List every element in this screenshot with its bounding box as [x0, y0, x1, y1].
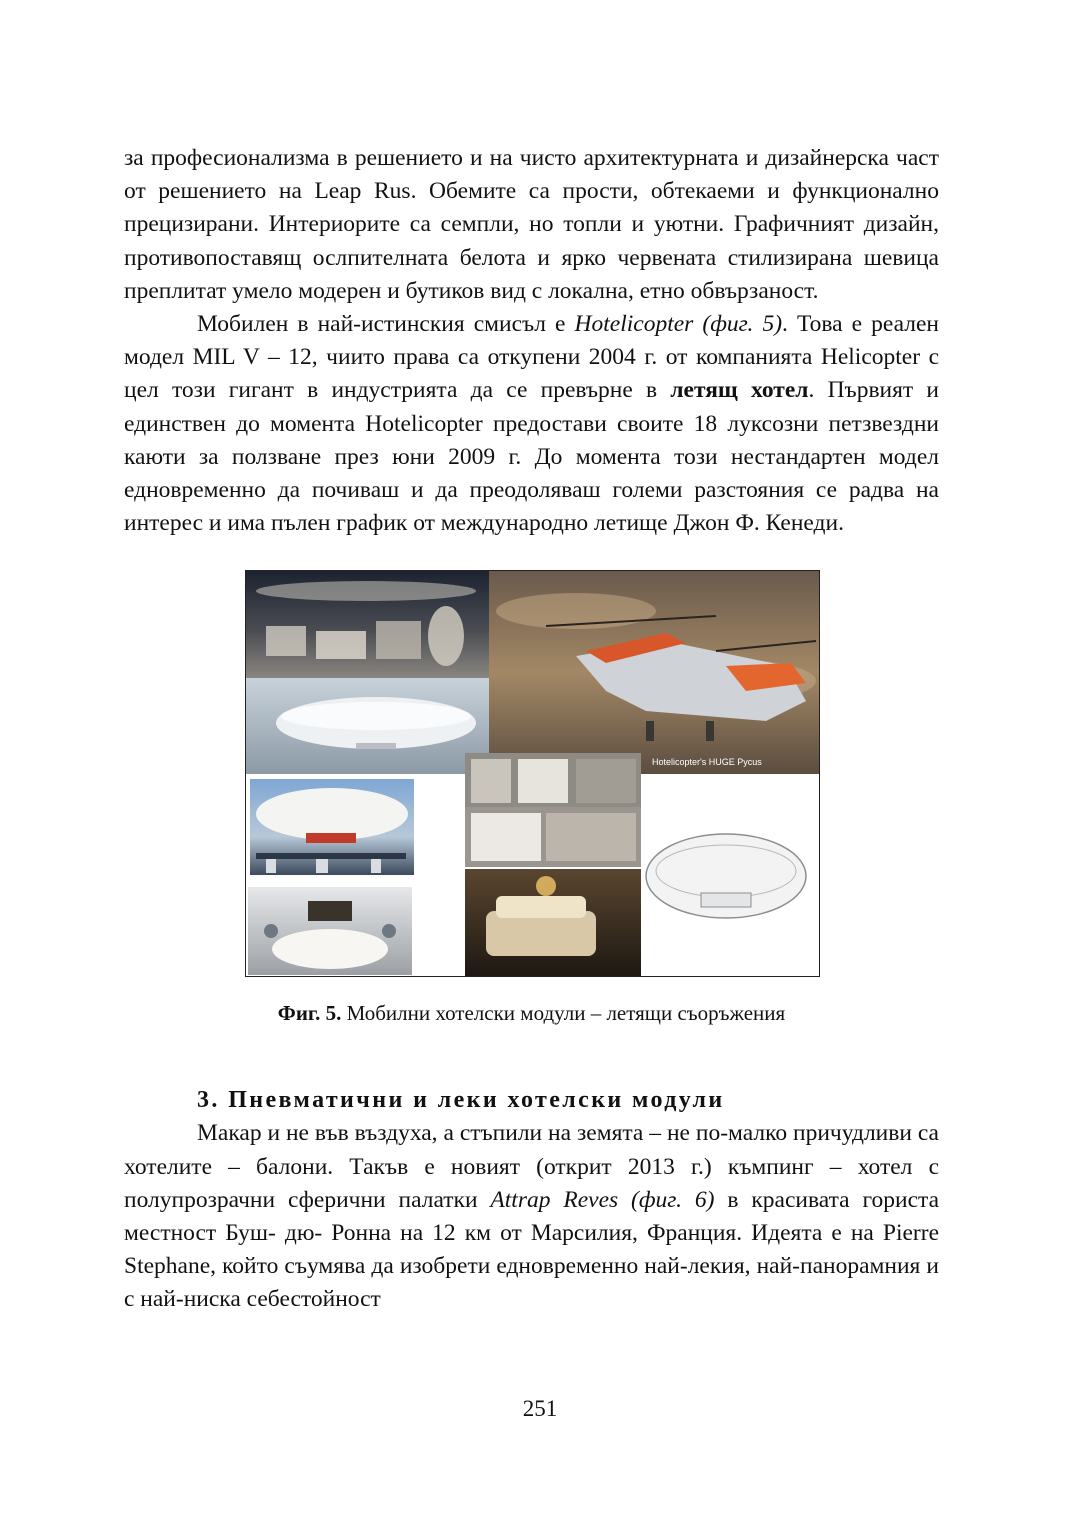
section-heading: 3. Пневматични и леки хотелски модули [197, 1087, 725, 1114]
collage-image [246, 571, 819, 976]
bedroom-cabin-photo [248, 887, 412, 975]
airship-sketch [646, 834, 806, 918]
figure-caption-label: Фиг. 5. [277, 1001, 342, 1026]
paragraph-3 [124, 1117, 939, 1316]
paragraph-2 [124, 308, 939, 540]
figure-caption-text: Мобилни хотелски модули – летящи съоръжения [341, 1001, 786, 1026]
paragraph-3-text-b: в красивата гориста местност Буш- дю- Ронна на 12 км от Марсилия, Франция. Идеята е на Pierre Stephane, който съумява да изобрети едновременно най-лекия, най-панорамния и с най-ниска себестойност [124, 1186, 939, 1313]
paragraph-3-text-a: Макар и не във въздуха, а стъпили на земята – не по-малко причудливи са хотелите – балони. Такъв е новият (открит 2013 г.) къмпинг – хотел с полупрозрачни сферични палатки [124, 1120, 939, 1213]
paragraph-2-text-c: . Първият и единствен до момента Hotelicopter предостави своите 18 луксозни петзвездни каюти за ползване през юни 2009 г. До момента този нестандартен модел едновременно да почиваш и да преодоляваш големи разстояния се радва на интерес и има пълен график от международно летище Джон Ф. Кенеди. [124, 377, 940, 537]
paragraph-2-text-b: . Това е реален модел MIL V – 12, чиито права са откупени 2004 г. от компанията Helicopter с цел този гигант в индустрията да се превърне в [124, 311, 939, 404]
paragraph-3-italic-ref: Attrap Reves (фиг. 6) [490, 1186, 715, 1213]
paragraph-2-bold-term: летящ хотел [670, 377, 809, 404]
paragraph-2-text-a: Мобилен в най-истинския смисъл е [197, 311, 575, 338]
figure-5-collage [245, 570, 820, 977]
paragraph-2-italic-ref: Hotelicopter (фиг. 5) [574, 311, 783, 338]
luxury-suite-photo [465, 869, 641, 976]
cabin-interior-photos [465, 753, 641, 867]
page-number: 251 [522, 1396, 558, 1421]
helicopter-photo [489, 571, 819, 774]
paragraph-1: за професионализма в решението и на чисто архитектурната и дизайнерска част от решението на Leap Rus. Обемите са прости, обтекаеми и функционално прецизирани. Интериорите са семпли, но топли и уютни. Графичният дизайн, противопоставящ ослпителната белота и ярко червената стилизирана шевица преплитат умело модерен и бутиков вид с локална, етно обвързаност. [124, 145, 939, 304]
figure-caption [124, 999, 939, 1027]
lounge-photo [246, 571, 489, 678]
airship-sky-photo [246, 678, 489, 774]
photo-overlay-text: Hotelicopter's HUGE Рycus [652, 757, 762, 768]
airship-hangar-photo [250, 779, 414, 875]
page-content [124, 142, 939, 1317]
